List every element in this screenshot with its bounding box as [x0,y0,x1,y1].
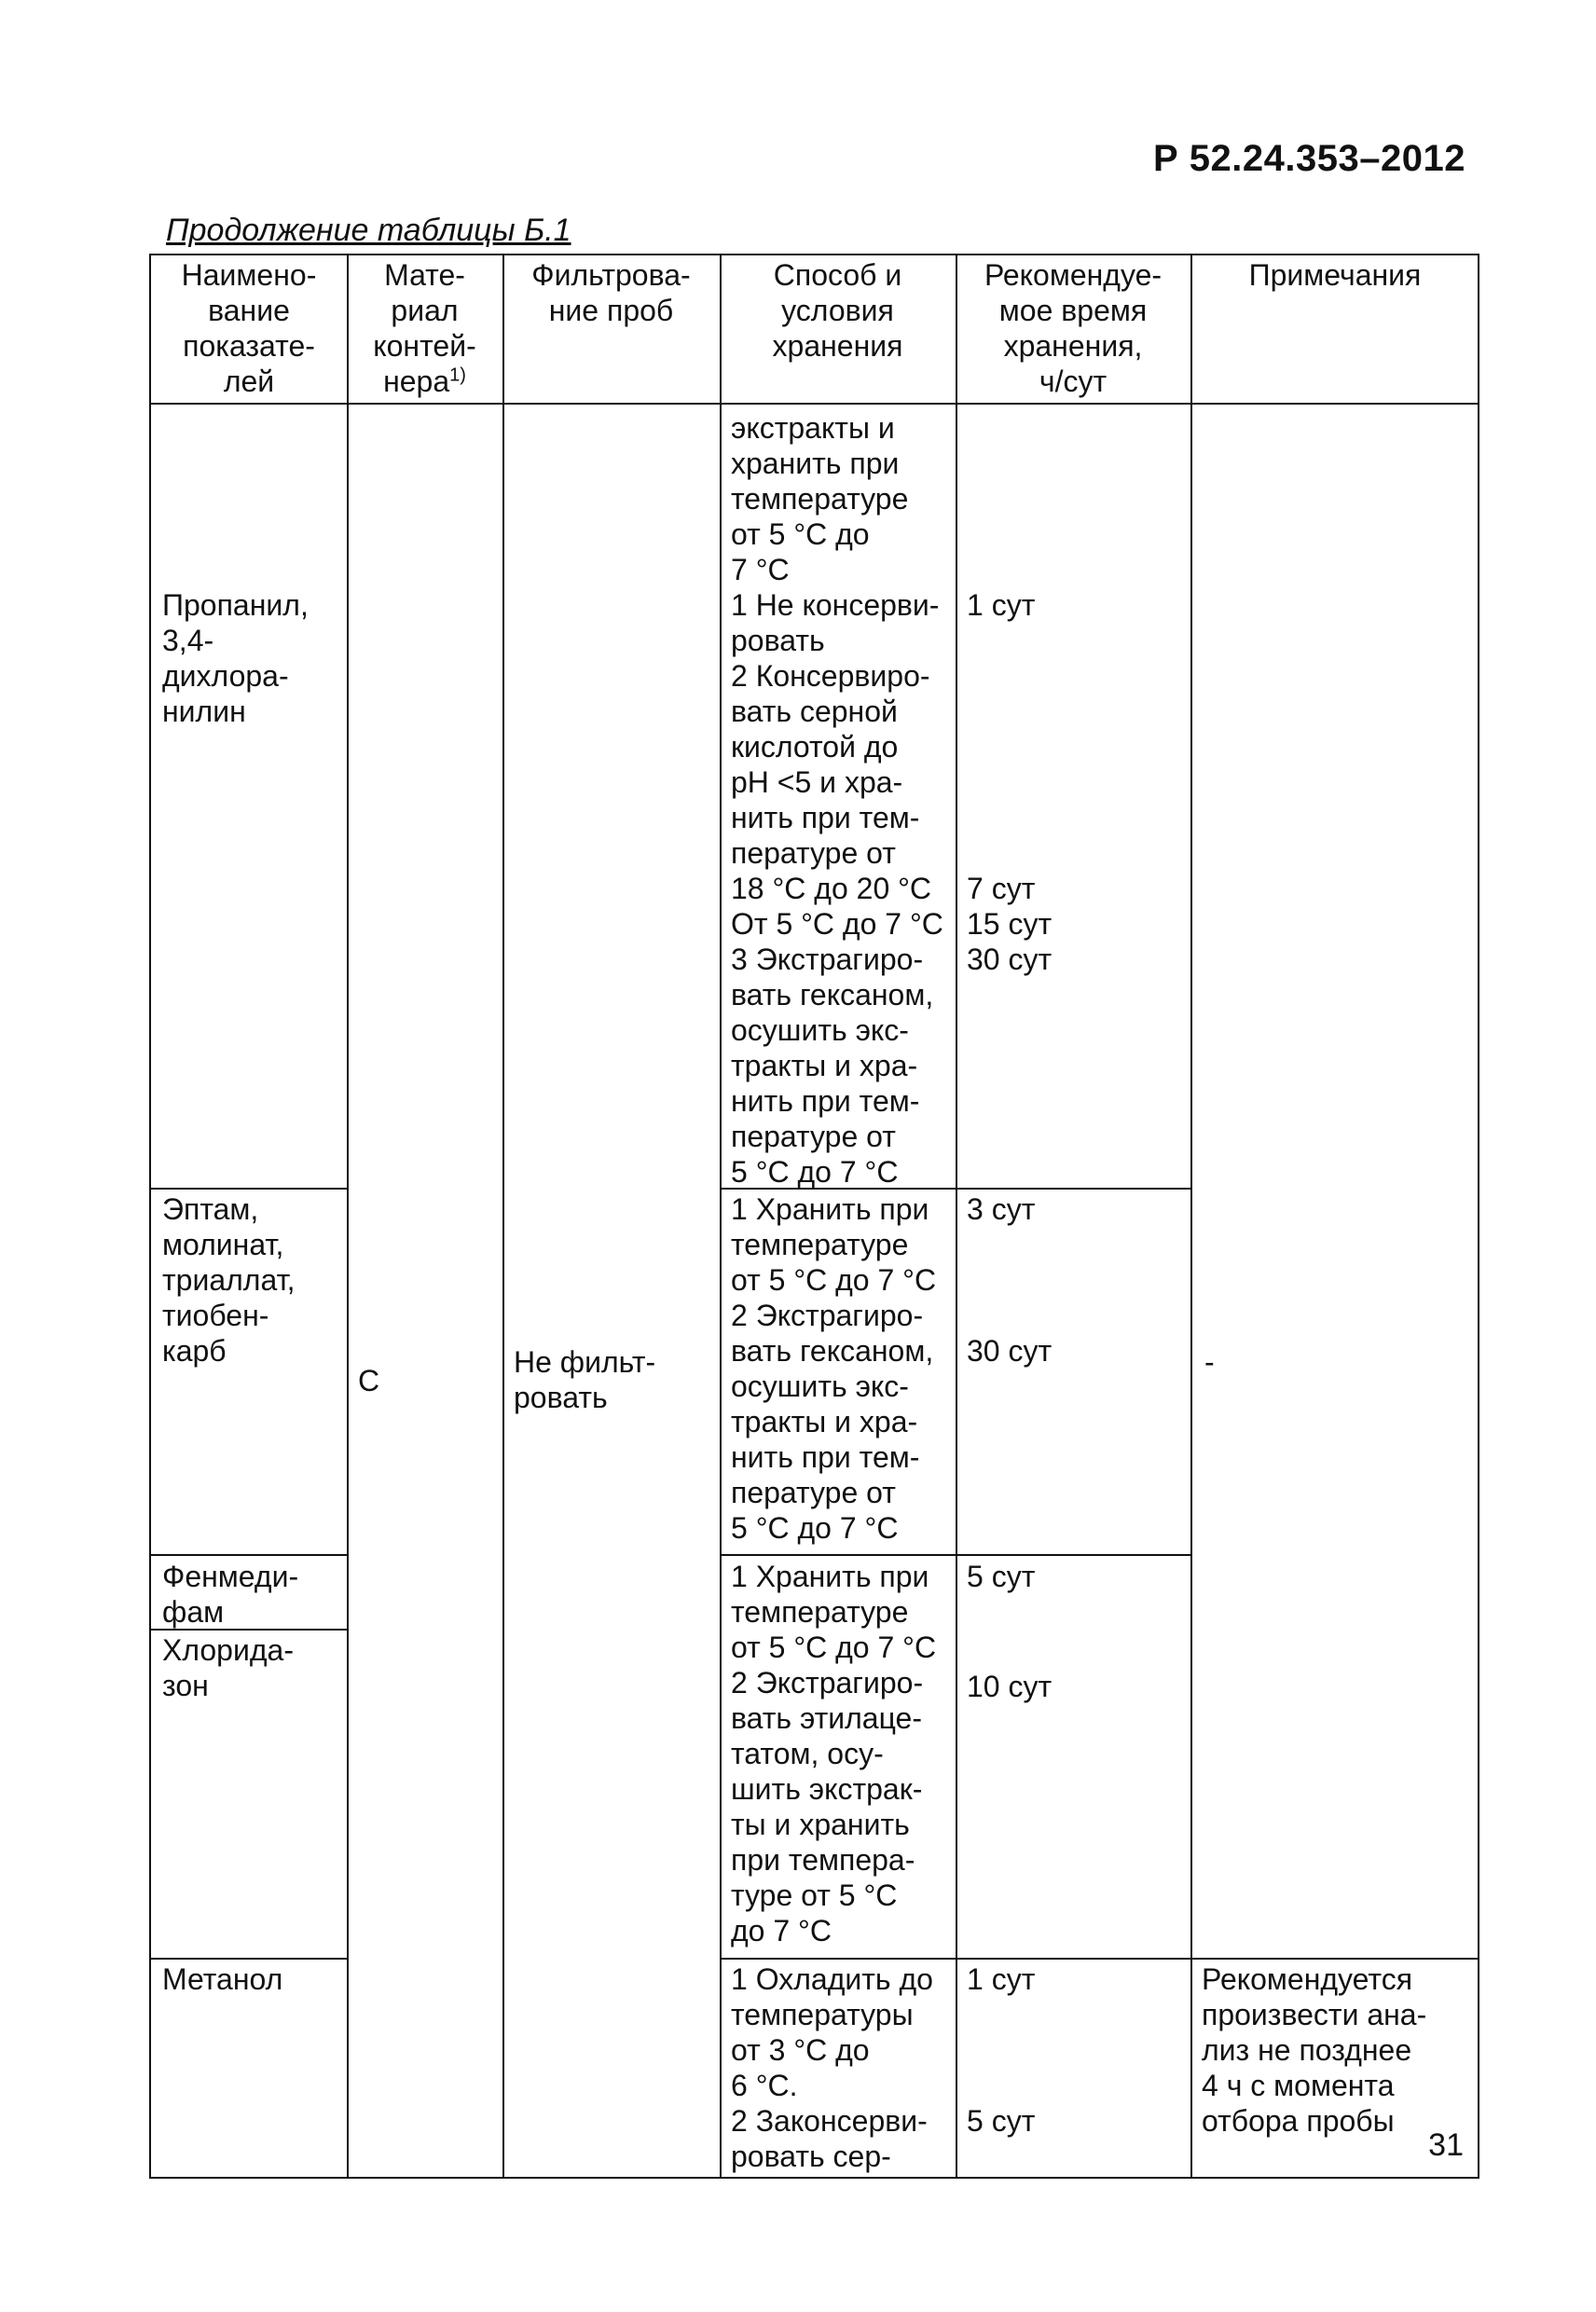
header-method: Способ и условия хранения [772,258,903,363]
time-cell: 10 сут [967,1670,1053,1703]
header-time: Рекомендуе- мое время хранения, ч/сут [984,258,1163,398]
material-cell: С [358,1364,380,1397]
indicator-name: Хлорида- зон [162,1633,294,1702]
filtration-cell: Не фильт- ровать [514,1345,656,1414]
notes-cell: Рекомендуется произвести ана- лиз не позднее 4 ч с момента отбора пробы [1202,1962,1427,2138]
row-divider [151,1958,347,1960]
method-cell: 1 Хранить при температуре от 5 °С до 7 °С 2 Экстрагиро- вать этилаце- татом, осу- шить экстрак- ты и хранить при темпера- туре от 5 °С до 7 °С [731,1560,937,1947]
header-material: Мате- риал контей- нера$^{1)}$ [373,258,476,398]
col-divider [1190,255,1192,2177]
header-notes: Примечания [1248,258,1422,292]
row-divider [151,1554,347,1556]
footnote-marker: 1) [449,365,466,386]
row-divider [720,1554,1190,1556]
row-divider [720,1958,1479,1960]
time-cell: 1 сут [967,1962,1036,1996]
row-divider [151,1188,347,1190]
indicator-name: Фенмеди- фам [162,1560,299,1629]
col-divider [720,255,722,2177]
method-cell: 1 Хранить при температуре от 5 °С до 7 °С 2 Экстрагиро- вать гексаном, осушить экс- тракты и хра- нить при тем- пературе от 5 °С до 7 °С [731,1192,937,1545]
col-divider [502,255,504,2177]
header-name: Наимено- вание показате- лей [181,258,317,398]
time-cell: 5 сут [967,2104,1036,2138]
time-cell: 5 сут [967,1560,1036,1593]
notes-cell: - [1204,1345,1215,1379]
header-filtration: Фильтрова- ние проб [531,258,691,327]
indicator-name: Эптам, молинат, триаллат, тиобен- карб [162,1192,296,1368]
time-cell: 30 сут [967,1334,1053,1368]
indicator-name: Метанол [162,1962,283,1996]
document-code: Р 52.24.353–2012 [1153,138,1465,179]
col-divider [347,255,349,2177]
method-cell: 1 Охладить до температуры от 3 °С до 6 °С. 2 Законсерви- ровать сер- [731,1962,933,2173]
method-cell: 1 Не консерви- ровать 2 Консервиро- вать серной кислотой до pH <5 и хра- нить при тем- пературе от 18 °С до 20 °С От 5 °С до 7 °С 3 Экстрагиро- вать гексаном, осушить экс- тракты и хра- нить при тем- пературе от 5 °С до 7 °С [731,588,943,1189]
col-divider [956,255,957,2177]
time-cell: 1 сут [967,588,1036,622]
indicator-name: Пропанил, 3,4- дихлора- нилин [162,588,309,728]
time-cell: 7 сут 15 сут 30 сут [967,872,1053,976]
time-cell: 3 сут [967,1192,1036,1226]
page-number: 31 [1428,2127,1464,2163]
table-caption: Продолжение таблицы Б.1 [166,213,571,248]
method-cell: экстракты и хранить при температуре от 5 °С до 7 °С [731,411,909,586]
header-divider [151,403,1479,405]
storage-table [149,254,1479,2179]
